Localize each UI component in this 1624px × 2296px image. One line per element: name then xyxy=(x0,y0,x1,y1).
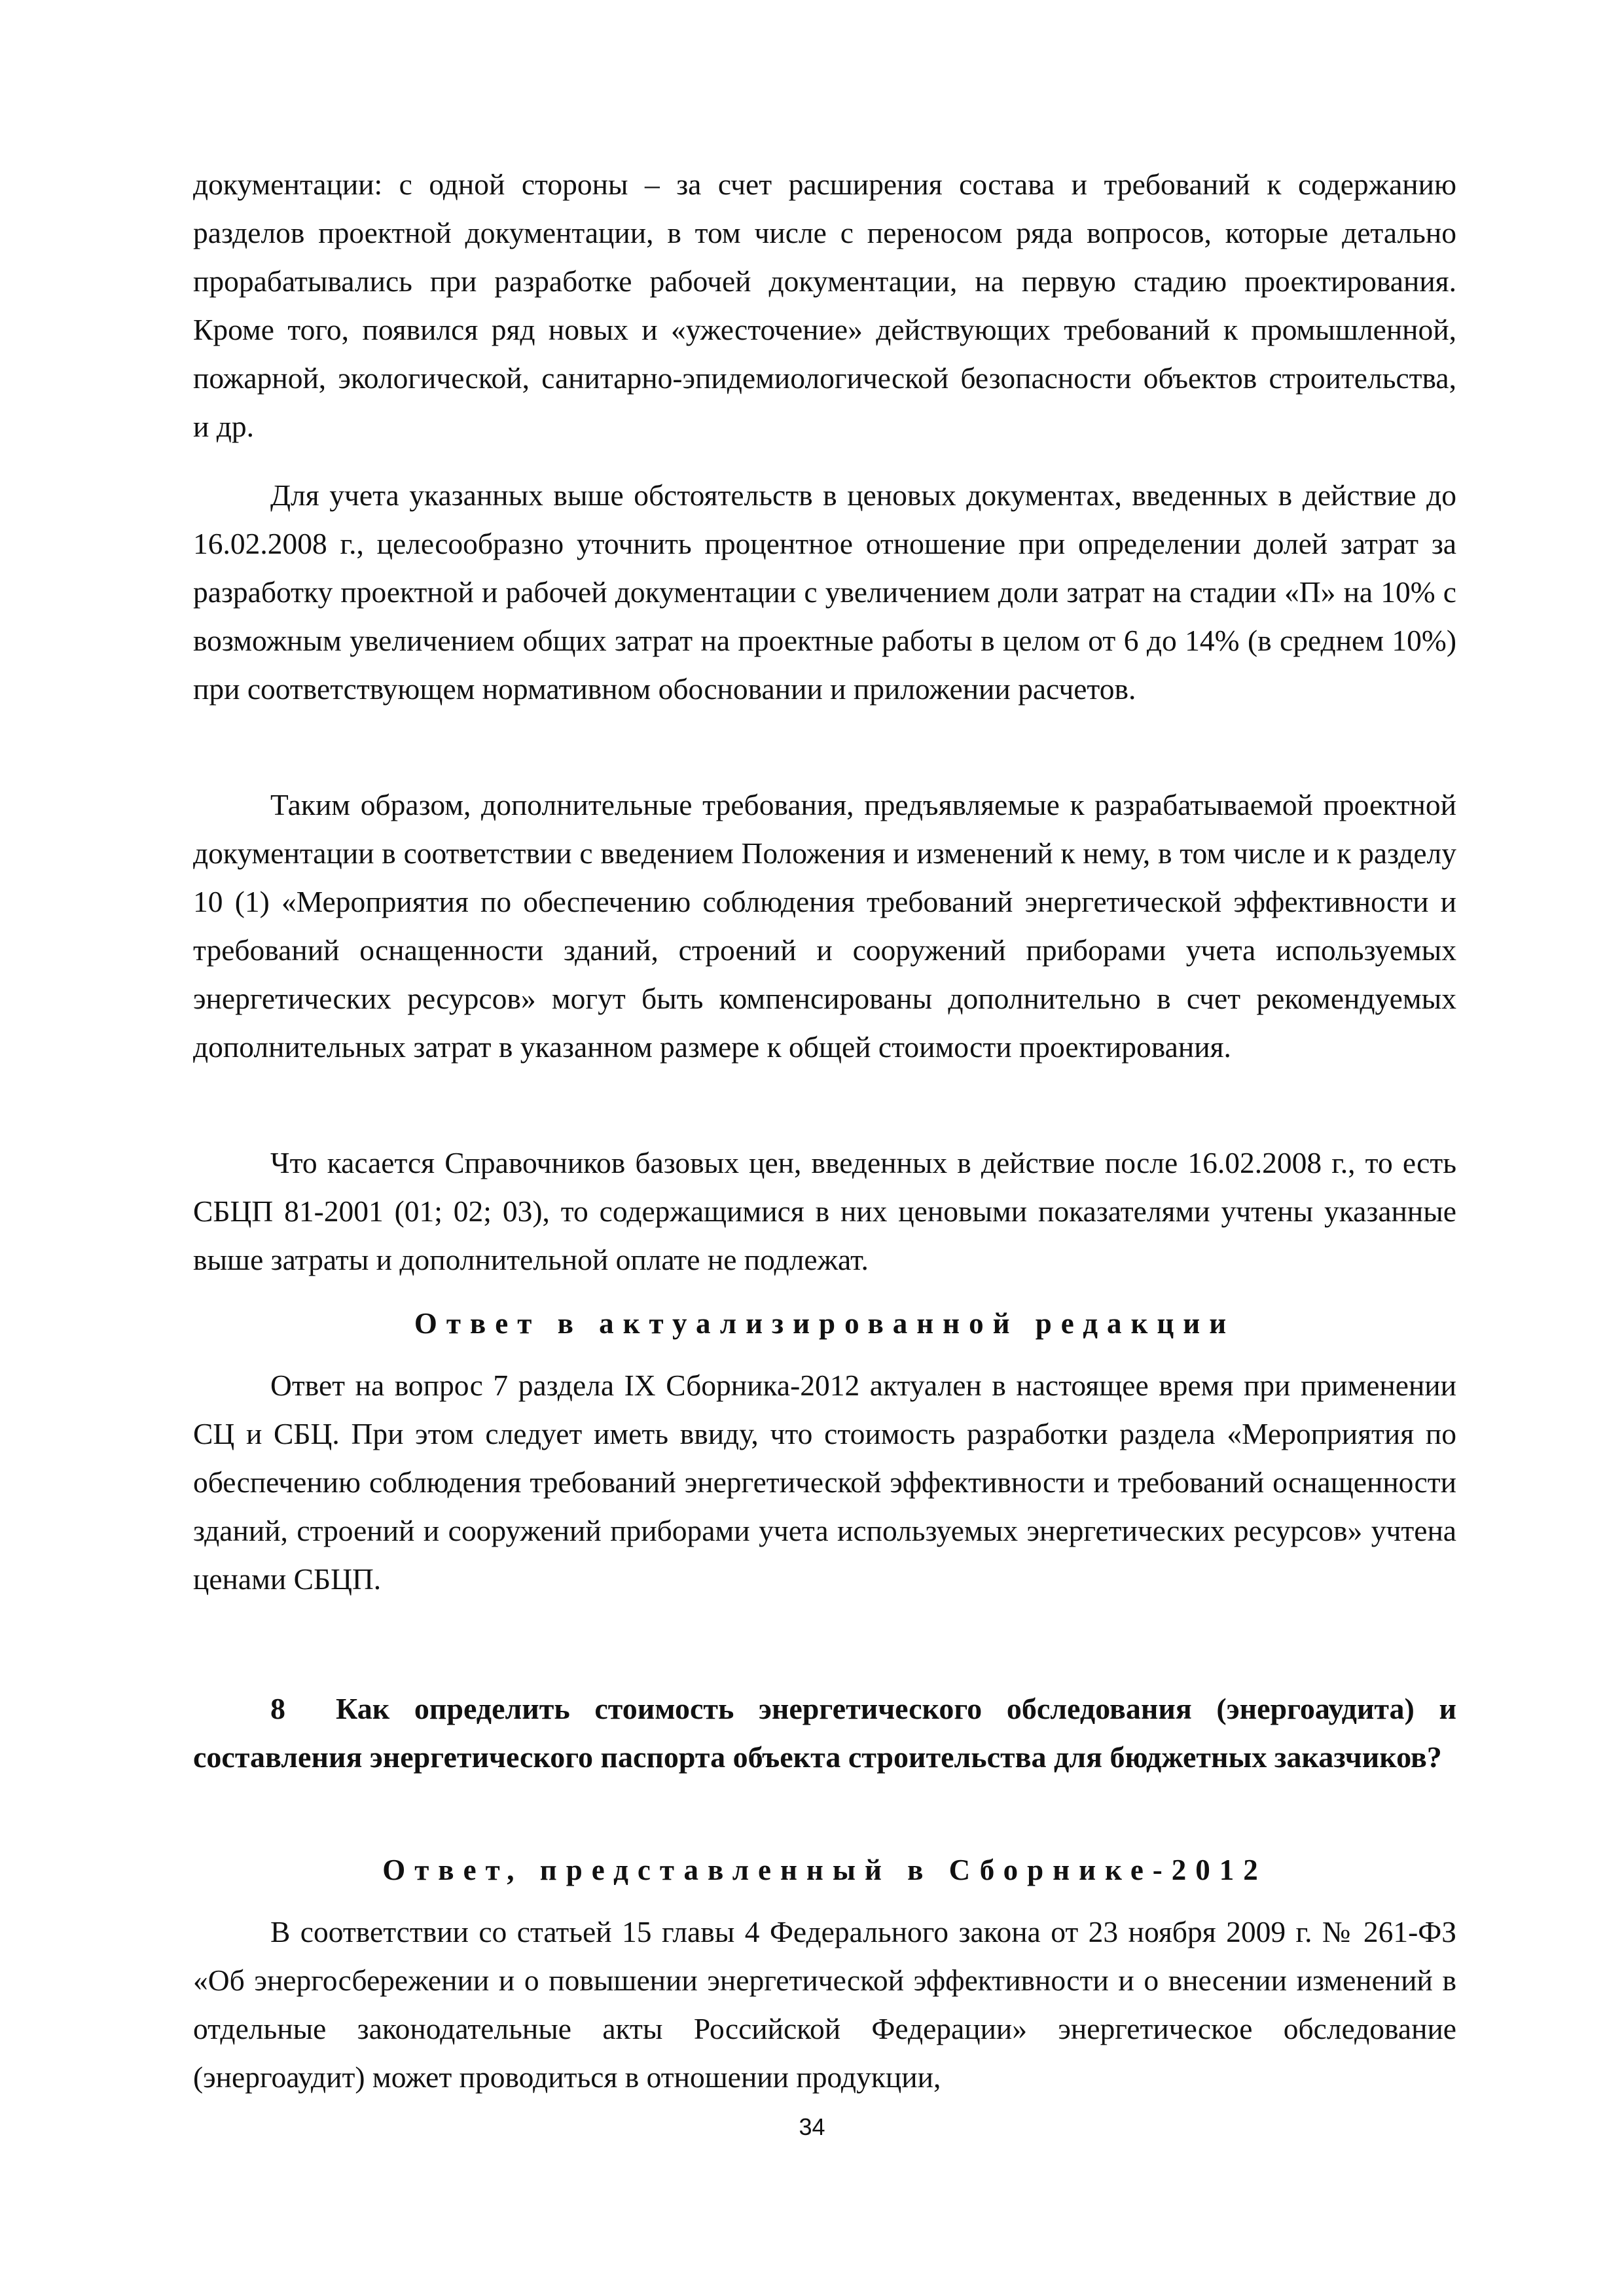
heading-collection-answer: Ответ, представленный в Сборнике-2012 xyxy=(382,1854,1267,1886)
paragraph-continuation: документации: с одной стороны – за счет расширения состава и требований к содержанию разделов проектной документации, в том числе с переносом ряда вопросов, которые детально прорабатывались при разработке рабочей документации, на первую стадию проектирования. Кроме того, появился ряд новых и «ужесточение» действующих требований к промышленной, пожарной, экологической, санитарно-эпидемиологической безопасности объектов строительства, и др. xyxy=(193,168,1456,443)
heading-actualized-answer: Ответ в актуализированной редакции xyxy=(414,1307,1236,1340)
question-8 xyxy=(193,1685,1456,1782)
question-text: Как определить стоимость энергетического обследования (энергоаудита) и составления энергетического паспорта объекта строительства для бюджетных заказчиков? xyxy=(193,1692,1456,1774)
paragraph-actualized-answer: Ответ на вопрос 7 раздела IX Сборника-2012 актуален в настоящее время при применении СЦ и СБЦ. При этом следует иметь ввиду, что стоимость разработки раздела «Мероприятия по обеспечению соблюдения требований энергетической эффективности и требований оснащенности зданий, строений и сооружений приборами учета используемых энергетических ресурсов» учтена ценами СБЦП. xyxy=(193,1369,1456,1596)
paragraph-additional-requirements: Таким образом, дополнительные требования, предъявляемые к разрабатываемой проектной документации в соответствии с введением Положения и изменений к нему, в том числе и к разделу 10 (1) «Мероприятия по обеспечению соблюдения требований энергетической эффективности и требований оснащенности зданий, строений и сооружений приборами учета используемых энергетических ресурсов» могут быть компенсированы дополнительно в счет рекомендуемых дополнительных затрат в указанном размере к общей стоимости проектирования. xyxy=(193,788,1456,1064)
page-number: 34 xyxy=(799,2113,825,2140)
paragraph-price-documents: Для учета указанных выше обстоятельств в ценовых документах, введенных в действие до 16.02.2008 г., целесообразно уточнить процентное отношение при определении долей затрат за разработку проектной и рабочей документации с увеличением доли затрат на стадии «П» на 10% с возможным увеличением общих затрат на проектные работы в целом от 6 до 14% (в среднем 10%) при соответствующем нормативном обосновании и приложении расчетов. xyxy=(193,478,1456,706)
question-number: 8 xyxy=(270,1692,285,1725)
paragraph-collection-answer: В соответствии со статьей 15 главы 4 Федерального закона от 23 ноября 2009 г. № 261-ФЗ «Об энергосбережении и о повышении энергетической эффективности и о внесении изменений в отдельные законодательные акты Российской Федерации» энергетическое обследование (энергоаудит) может проводиться в отношении продукции, xyxy=(193,1915,1456,2094)
paragraph-reference-prices: Что касается Справочников базовых цен, введенных в действие после 16.02.2008 г., то есть СБЦП 81-2001 (01; 02; 03), то содержащимися в них ценовыми показателями учтены указанные выше затраты и дополнительной оплате не подлежат. xyxy=(193,1146,1456,1276)
